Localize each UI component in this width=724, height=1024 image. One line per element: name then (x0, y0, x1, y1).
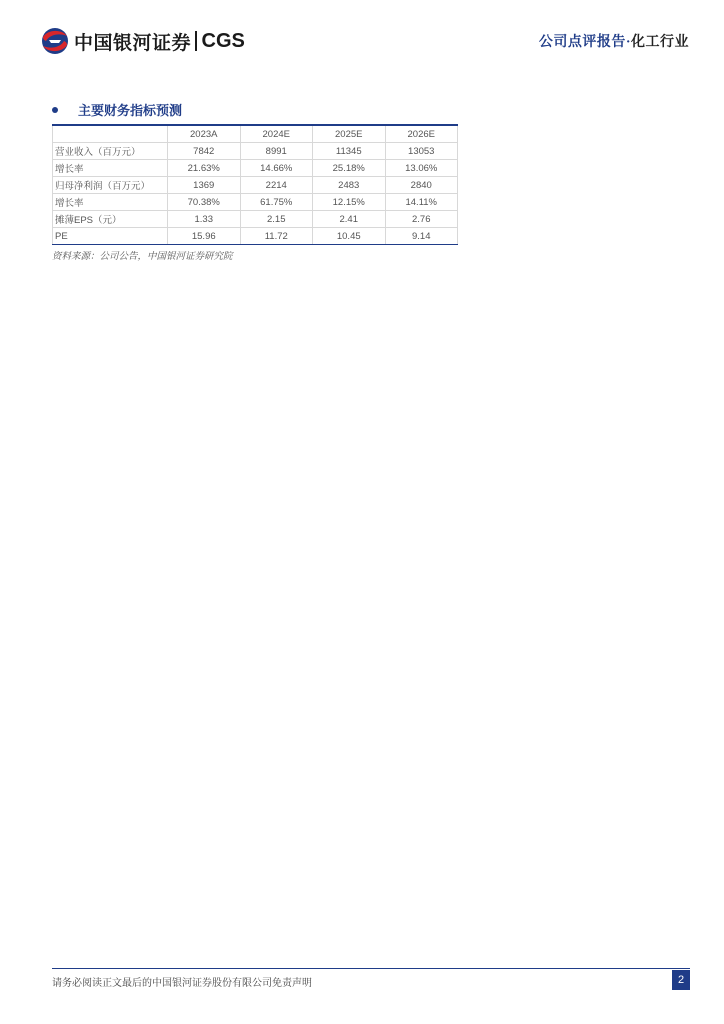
table-cell: 2.76 (385, 211, 458, 228)
section-title: 主要财务指标预测 (78, 103, 183, 118)
page-header (0, 0, 724, 62)
table-cell: 2.15 (240, 211, 313, 228)
company-logo (40, 27, 245, 55)
table-cell: 21.63% (168, 160, 241, 177)
table-cell: 61.75% (240, 194, 313, 211)
table-cell: 70.38% (168, 194, 241, 211)
row-label: 增长率 (53, 194, 168, 211)
footer-disclaimer: 请务必阅读正文最后的中国银河证券股份有限公司免责声明 (52, 978, 312, 989)
table-header-cell (53, 125, 168, 143)
row-label: 营业收入（百万元） (53, 143, 168, 160)
table-header-cell: 2024E (240, 125, 313, 143)
section-heading (52, 100, 182, 119)
financial-forecast-table (52, 124, 458, 245)
table-cell: 25.18% (313, 160, 386, 177)
industry-label: 化工行业 (631, 35, 689, 50)
logo-divider (195, 31, 197, 51)
table-cell: 1369 (168, 177, 241, 194)
data-source-note: 资料来源：公司公告，中国银河证券研究院 (52, 252, 233, 262)
table-cell: 2.41 (313, 211, 386, 228)
table-cell: 9.14 (385, 228, 458, 245)
table-header-cell: 2023A (168, 125, 241, 143)
table-cell: 13053 (385, 143, 458, 160)
table-cell: 14.66% (240, 160, 313, 177)
table-cell: 2483 (313, 177, 386, 194)
footer-divider (52, 968, 690, 969)
row-label: 摊薄EPS（元） (53, 211, 168, 228)
table-row (53, 177, 458, 194)
report-type (539, 31, 689, 51)
table-header-cell: 2026E (385, 125, 458, 143)
table-cell: 15.96 (168, 228, 241, 245)
table-row (53, 211, 458, 228)
report-type-label: 公司点评报告· (538, 35, 631, 50)
table-row (53, 143, 458, 160)
table-cell: 11.72 (240, 228, 313, 245)
bullet-dot-icon (52, 107, 58, 113)
table-cell: 2214 (240, 177, 313, 194)
table-cell: 12.15% (313, 194, 386, 211)
table-cell: 14.11% (385, 194, 458, 211)
table-header-row (53, 125, 458, 143)
table-cell: 10.45 (313, 228, 386, 245)
table-row (53, 228, 458, 245)
table-cell: 1.33 (168, 211, 241, 228)
logo-english-name: CGS (201, 29, 245, 52)
row-label: 增长率 (53, 160, 168, 177)
logo-chinese-name: 中国银河证券 (74, 31, 192, 54)
row-label: PE (53, 228, 168, 245)
page-number: 2 (672, 970, 690, 990)
table-row (53, 194, 458, 211)
table-cell: 7842 (168, 143, 241, 160)
row-label: 归母净利润（百万元） (53, 177, 168, 194)
table-cell: 8991 (240, 143, 313, 160)
cgs-logo-icon (40, 27, 70, 55)
table-cell: 2840 (385, 177, 458, 194)
table-cell: 13.06% (385, 160, 458, 177)
table-row (53, 160, 458, 177)
table-header-cell: 2025E (313, 125, 386, 143)
table-cell: 11345 (313, 143, 386, 160)
